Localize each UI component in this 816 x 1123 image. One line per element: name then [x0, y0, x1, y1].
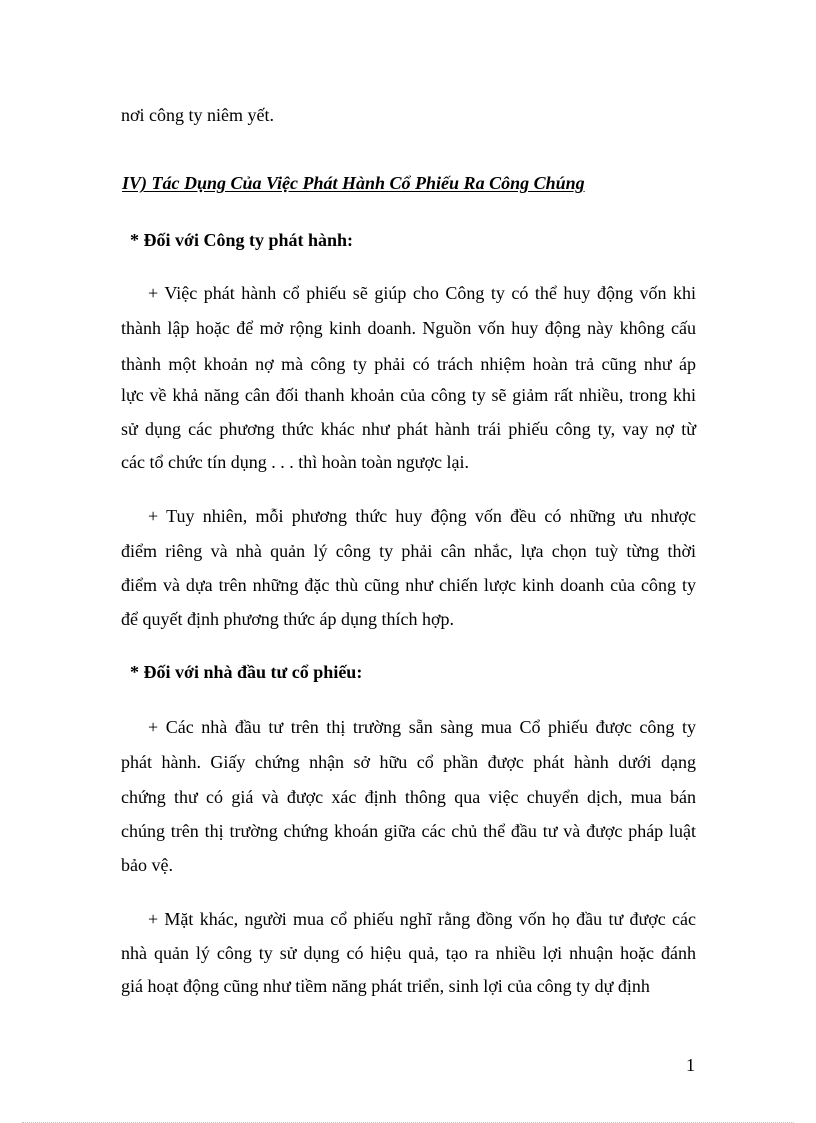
paragraph-line: thành lập hoặc để mở rộng kinh doanh. Nguồn vốn huy động này không cấu [121, 318, 696, 338]
section-heading: IV) Tác Dụng Của Việc Phát Hành Cổ Phiếu Ra Công Chúng [122, 173, 585, 193]
paragraph-line: + Mặt khác, người mua cổ phiếu nghĩ rằng đồng vốn họ đầu tư được các [148, 909, 696, 929]
paragraph-line: các tổ chức tín dụng . . . thì hoàn toàn ngược lại. [121, 452, 469, 472]
paragraph-line: + Việc phát hành cổ phiếu sẽ giúp cho Công ty có thể huy động vốn khi [148, 283, 696, 303]
paragraph-line: thành một khoản nợ mà công ty phải có trách nhiệm hoàn trả cũng như áp [121, 354, 696, 374]
paragraph-line: + Các nhà đầu tư trên thị trường sẵn sàng mua Cổ phiếu được công ty [148, 717, 696, 737]
issuer-subheading: * Đối với Công ty phát hành: [130, 230, 354, 250]
paragraph-line: nhà quản lý công ty sử dụng có hiệu quả, tạo ra nhiều lợi nhuận hoặc đánh [121, 943, 696, 963]
paragraph-line: điểm riêng và nhà quản lý công ty phải cân nhắc, lựa chọn tuỳ từng thời [121, 541, 696, 561]
paragraph-line: điểm và dựa trên những đặc thù cũng như chiến lược kinh doanh của công ty [121, 575, 696, 595]
paragraph-line: bảo vệ. [121, 855, 173, 875]
paragraph-line: chúng trên thị trường chứng khoán giữa các chủ thể đầu tư và được pháp luật [121, 821, 696, 841]
page-number: 1 [686, 1055, 695, 1075]
paragraph-line: chứng thư có giá và được xác định thông qua việc chuyển dịch, mua bán [121, 787, 696, 807]
paragraph-line: để quyết định phương thức áp dụng thích hợp. [121, 609, 454, 629]
carryover-text: nơi công ty niêm yết. [121, 105, 274, 125]
paragraph-line: giá hoạt động cũng như tiềm năng phát triển, sinh lợi của công ty dự định [121, 976, 650, 996]
paragraph-line: + Tuy nhiên, mỗi phương thức huy động vốn đều có những ưu nhược [148, 506, 696, 526]
investor-subheading: * Đối với nhà đầu tư cổ phiếu: [130, 662, 363, 682]
paragraph-line: phát hành. Giấy chứng nhận sở hữu cổ phần được phát hành dưới dạng [121, 752, 696, 772]
paragraph-line: sử dụng các phương thức khác như phát hành trái phiếu công ty, vay nợ từ [121, 419, 696, 439]
paragraph-line: lực về khả năng cân đối thanh khoản của công ty sẽ giảm rất nhiều, trong khi [121, 385, 696, 405]
